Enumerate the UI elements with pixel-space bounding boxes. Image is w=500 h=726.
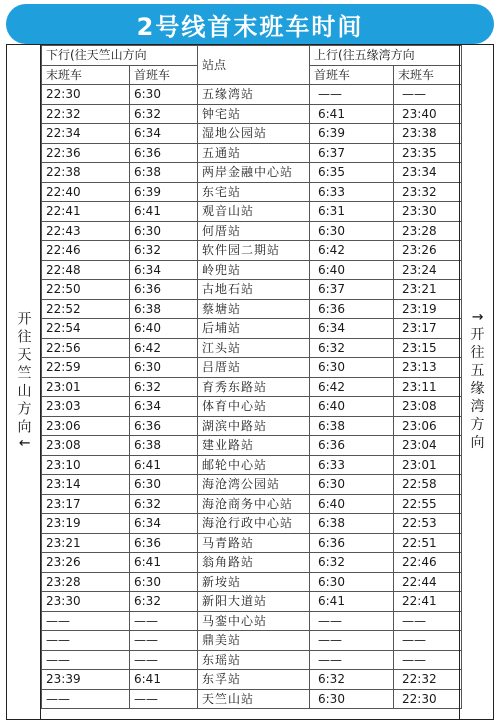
station-header: 站点 (198, 46, 310, 85)
down-last-cell: —— (42, 611, 130, 631)
station-cell: 吕厝站 (198, 358, 310, 378)
up-first-cell: 6:32 (310, 338, 394, 358)
up-first-cell: 6:38 (310, 416, 394, 436)
up-first-cell: 6:42 (310, 377, 394, 397)
down-first-cell: 6:34 (130, 124, 198, 144)
table-row (42, 514, 462, 534)
page-title: 2号线首末班车时间 (136, 12, 364, 41)
up-first-cell: 6:40 (310, 494, 394, 514)
up-first-cell: 6:31 (310, 202, 394, 222)
station-cell: 岭兜站 (198, 260, 310, 280)
up-first-cell: —— (310, 631, 394, 651)
down-last-cell: 23:10 (42, 455, 130, 475)
header-row-groups (42, 46, 462, 66)
up-last-cell: 23:15 (394, 338, 462, 358)
station-cell: 体育中心站 (198, 397, 310, 417)
down-first-cell: 6:34 (130, 397, 198, 417)
up-first-cell: 6:34 (310, 319, 394, 339)
up-first-cell: 6:32 (310, 670, 394, 690)
table-row (42, 436, 462, 456)
up-last-cell: —— (394, 611, 462, 631)
down-first-cell: 6:41 (130, 455, 198, 475)
up-first-header: 首班车 (310, 65, 394, 85)
table-row (42, 494, 462, 514)
table-row (42, 163, 462, 183)
down-first-cell: 6:36 (130, 416, 198, 436)
down-first-cell: 6:42 (130, 338, 198, 358)
station-cell: 翁角路站 (198, 553, 310, 573)
down-first-cell: 6:34 (130, 514, 198, 534)
down-first-cell: 6:38 (130, 299, 198, 319)
table-row (42, 670, 462, 690)
timetable-frame (6, 44, 494, 720)
up-first-cell: 6:36 (310, 436, 394, 456)
station-cell: 湖滨中路站 (198, 416, 310, 436)
down-first-cell: —— (130, 650, 198, 670)
down-last-cell: 23:30 (42, 592, 130, 612)
down-last-cell: 23:08 (42, 436, 130, 456)
station-cell: 新阳大道站 (198, 592, 310, 612)
up-last-cell: 23:21 (394, 280, 462, 300)
up-last-cell: 23:19 (394, 299, 462, 319)
down-first-cell: 6:30 (130, 221, 198, 241)
up-first-cell: 6:38 (310, 514, 394, 534)
down-first-cell: 6:30 (130, 475, 198, 495)
down-last-cell: 23:06 (42, 416, 130, 436)
up-last-cell: 23:34 (394, 163, 462, 183)
down-last-cell: 22:43 (42, 221, 130, 241)
up-last-cell: 23:04 (394, 436, 462, 456)
station-cell: 东瑶站 (198, 650, 310, 670)
up-last-cell: 22:41 (394, 592, 462, 612)
down-first-cell: 6:36 (130, 533, 198, 553)
up-first-cell: 6:30 (310, 358, 394, 378)
down-first-cell: —— (130, 631, 198, 651)
up-last-cell: 22:46 (394, 553, 462, 573)
station-cell: 后埔站 (198, 319, 310, 339)
table-row (42, 650, 462, 670)
down-first-cell: —— (130, 611, 198, 631)
down-last-cell: 23:21 (42, 533, 130, 553)
station-cell: 东宅站 (198, 182, 310, 202)
down-last-cell: —— (42, 689, 130, 709)
up-first-cell: 6:40 (310, 397, 394, 417)
down-last-cell: 22:32 (42, 104, 130, 124)
down-first-cell: —— (130, 689, 198, 709)
station-cell: 江头站 (198, 338, 310, 358)
down-last-cell: 23:39 (42, 670, 130, 690)
down-last-cell: 22:34 (42, 124, 130, 144)
station-cell: 软件园二期站 (198, 241, 310, 261)
down-last-cell: 23:14 (42, 475, 130, 495)
up-first-cell: 6:39 (310, 124, 394, 144)
down-last-cell: 23:19 (42, 514, 130, 534)
up-last-cell: 23:26 (394, 241, 462, 261)
station-cell: 两岸金融中心站 (198, 163, 310, 183)
left-direction-strip (7, 45, 41, 719)
up-first-cell: 6:41 (310, 592, 394, 612)
table-row (42, 143, 462, 163)
table-row (42, 319, 462, 339)
table-row (42, 202, 462, 222)
station-cell: 何厝站 (198, 221, 310, 241)
up-last-cell: 22:58 (394, 475, 462, 495)
station-cell: 五通站 (198, 143, 310, 163)
up-first-cell: 6:33 (310, 182, 394, 202)
station-cell: 蔡塘站 (198, 299, 310, 319)
up-last-cell: 23:11 (394, 377, 462, 397)
down-last-cell: —— (42, 631, 130, 651)
up-last-cell: 23:40 (394, 104, 462, 124)
table-row (42, 221, 462, 241)
down-last-cell: 23:03 (42, 397, 130, 417)
down-last-cell: 22:50 (42, 280, 130, 300)
table-row (42, 397, 462, 417)
up-first-cell: 6:40 (310, 260, 394, 280)
up-last-cell: 22:32 (394, 670, 462, 690)
down-last-cell: 22:52 (42, 299, 130, 319)
up-last-cell: 23:13 (394, 358, 462, 378)
down-first-cell: 6:30 (130, 85, 198, 105)
up-first-cell: 6:36 (310, 533, 394, 553)
up-last-cell: 23:17 (394, 319, 462, 339)
down-last-cell: 22:59 (42, 358, 130, 378)
down-last-cell: 22:48 (42, 260, 130, 280)
up-last-cell: 22:30 (394, 689, 462, 709)
table-row (42, 689, 462, 709)
table-row (42, 533, 462, 553)
right-direction-strip (459, 45, 493, 719)
station-cell: 马青路站 (198, 533, 310, 553)
up-last-cell: —— (394, 631, 462, 651)
station-cell: 五缘湾站 (198, 85, 310, 105)
station-cell: 邮轮中心站 (198, 455, 310, 475)
up-first-cell: 6:30 (310, 475, 394, 495)
down-first-cell: 6:38 (130, 436, 198, 456)
down-first-cell: 6:36 (130, 143, 198, 163)
up-last-cell: 22:51 (394, 533, 462, 553)
station-cell: 湿地公园站 (198, 124, 310, 144)
up-last-cell: 23:06 (394, 416, 462, 436)
down-first-cell: 6:34 (130, 260, 198, 280)
station-cell: 东孚站 (198, 670, 310, 690)
up-last-cell: 23:38 (394, 124, 462, 144)
up-first-cell: 6:37 (310, 143, 394, 163)
up-first-cell: 6:35 (310, 163, 394, 183)
up-first-cell: 6:30 (310, 689, 394, 709)
up-last-cell: 22:53 (394, 514, 462, 534)
down-first-header: 首班车 (130, 65, 198, 85)
down-first-cell: 6:41 (130, 553, 198, 573)
table-row (42, 631, 462, 651)
table-row (42, 572, 462, 592)
down-last-cell: 23:26 (42, 553, 130, 573)
table-row (42, 611, 462, 631)
down-last-cell: 22:36 (42, 143, 130, 163)
table-row (42, 124, 462, 144)
down-first-cell: 6:32 (130, 377, 198, 397)
station-cell: 海沧湾公园站 (198, 475, 310, 495)
table-row (42, 455, 462, 475)
up-last-cell: —— (394, 85, 462, 105)
up-last-cell: 23:28 (394, 221, 462, 241)
table-row (42, 260, 462, 280)
table-row (42, 299, 462, 319)
table-row (42, 358, 462, 378)
up-first-cell: 6:42 (310, 241, 394, 261)
down-first-cell: 6:30 (130, 572, 198, 592)
down-first-cell: 6:32 (130, 241, 198, 261)
station-cell: 建业路站 (198, 436, 310, 456)
down-last-cell: 23:01 (42, 377, 130, 397)
down-last-cell: 22:54 (42, 319, 130, 339)
left-direction-label: 开往天竺山方向↓ (15, 311, 32, 453)
right-direction-label: ↑开往五缘湾方向 (468, 311, 485, 453)
up-first-cell: 6:30 (310, 572, 394, 592)
station-cell: 育秀东路站 (198, 377, 310, 397)
up-first-cell: —— (310, 650, 394, 670)
up-first-cell: 6:37 (310, 280, 394, 300)
title-banner (6, 4, 494, 44)
down-first-cell: 6:30 (130, 358, 198, 378)
table-row (42, 104, 462, 124)
up-last-cell: 23:32 (394, 182, 462, 202)
down-first-cell: 6:40 (130, 319, 198, 339)
table-row (42, 280, 462, 300)
station-cell: 马銮中心站 (198, 611, 310, 631)
table-row (42, 85, 462, 105)
down-last-cell: 22:38 (42, 163, 130, 183)
down-first-cell: 6:39 (130, 182, 198, 202)
station-cell: 古地石站 (198, 280, 310, 300)
table-row (42, 553, 462, 573)
up-last-cell: —— (394, 650, 462, 670)
down-first-cell: 6:41 (130, 202, 198, 222)
up-group-header: 上行(往五缘湾方向 (310, 46, 462, 66)
up-first-cell: 6:33 (310, 455, 394, 475)
station-cell: 鼎美站 (198, 631, 310, 651)
down-last-cell: 22:46 (42, 241, 130, 261)
up-last-cell: 22:55 (394, 494, 462, 514)
up-last-cell: 22:44 (394, 572, 462, 592)
station-cell: 新垵站 (198, 572, 310, 592)
down-first-cell: 6:36 (130, 280, 198, 300)
down-group-header: 下行(往天竺山方向 (42, 46, 198, 66)
up-last-cell: 23:08 (394, 397, 462, 417)
table-row (42, 416, 462, 436)
up-last-header: 末班车 (394, 65, 462, 85)
timetable (41, 45, 462, 709)
down-last-cell: 22:30 (42, 85, 130, 105)
down-last-cell: 23:28 (42, 572, 130, 592)
down-last-cell: 22:56 (42, 338, 130, 358)
station-cell: 钟宅站 (198, 104, 310, 124)
table-row (42, 182, 462, 202)
up-last-cell: 23:24 (394, 260, 462, 280)
down-first-cell: 6:32 (130, 592, 198, 612)
down-first-cell: 6:41 (130, 670, 198, 690)
table-row (42, 241, 462, 261)
down-last-header: 末班车 (42, 65, 130, 85)
table-row (42, 377, 462, 397)
up-first-cell: —— (310, 85, 394, 105)
up-last-cell: 23:35 (394, 143, 462, 163)
down-last-cell: —— (42, 650, 130, 670)
up-last-cell: 23:30 (394, 202, 462, 222)
table-row (42, 338, 462, 358)
up-first-cell: —— (310, 611, 394, 631)
station-cell: 海沧行政中心站 (198, 514, 310, 534)
down-first-cell: 6:32 (130, 494, 198, 514)
up-first-cell: 6:30 (310, 221, 394, 241)
down-first-cell: 6:32 (130, 104, 198, 124)
timetable-body (42, 85, 462, 709)
up-first-cell: 6:41 (310, 104, 394, 124)
up-first-cell: 6:32 (310, 553, 394, 573)
table-row (42, 592, 462, 612)
station-cell: 天竺山站 (198, 689, 310, 709)
down-last-cell: 22:40 (42, 182, 130, 202)
up-first-cell: 6:36 (310, 299, 394, 319)
down-last-cell: 23:17 (42, 494, 130, 514)
table-row (42, 475, 462, 495)
station-cell: 海沧商务中心站 (198, 494, 310, 514)
down-last-cell: 22:41 (42, 202, 130, 222)
down-first-cell: 6:38 (130, 163, 198, 183)
up-last-cell: 23:01 (394, 455, 462, 475)
station-cell: 观音山站 (198, 202, 310, 222)
